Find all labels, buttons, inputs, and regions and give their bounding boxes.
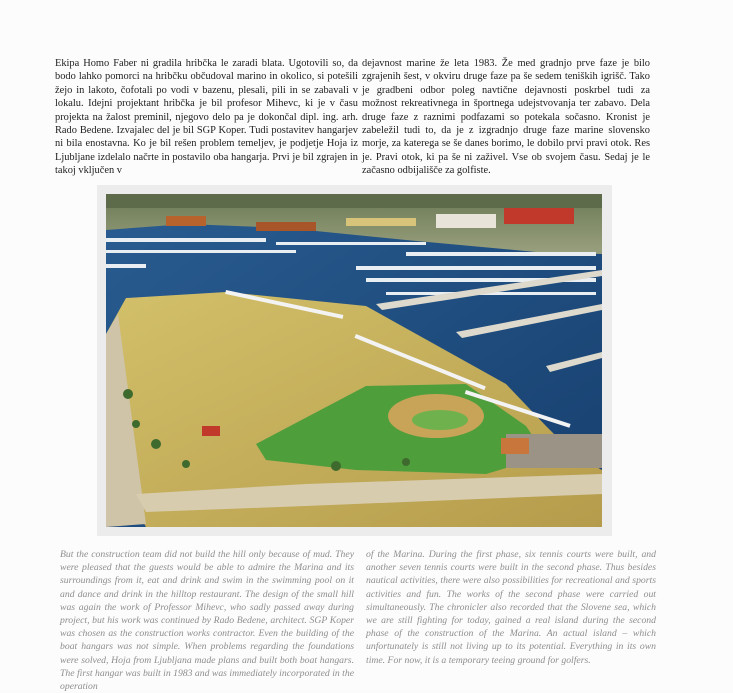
aerial-marina-illustration bbox=[106, 194, 602, 527]
slovene-text-left: Ekipa Homo Faber ni gradila hribčka le zaradi blata. Ugotovili so, da bodo lahko pomorci na hribčku občudoval marino in okolico, si potešili žejo in lakoto, čofotali po vodi v bazenu, plesali, pili in se zabavali v lokalu. Idejni projektant hribčka je bil profesor Mihevc, ki je v času projekta na žalost preminil, njegovo delo pa je dokončal dipl. ing. arh. Rado Bedene. Izvajalec del je bil SGP Koper. Tudi postavitev hangarjev ni bila enostavna. Ko je bil rešen problem temeljev, je podjetje Hoja iz Ljubljane izdelalo načrte in postavilo oba hangarja. Prvi je bil zgrajen in takoj vključen v bbox=[55, 58, 358, 177]
english-text-left: But the construction team did not build the hill only because of mud. They were pleased that the guests would be able to admire the Marina and its surroundings from it, eat and drink and swim in the swimming pool on it and dance and drink in the hilltop restaurant. The design of the small hill was again the work of Professor Mihevc, who sadly passed away during project, but his work was continued by Rado Bedene, architect. SGP Koper was chosen as the construction works contractor. Even the building of the boat hangars was not simple. When problems regarding the foundations were solved, Hoja from Ljubljana made plans and built both boat hangars. The first hangar was built in 1983 and was immediately incorporated in the operation bbox=[60, 549, 354, 693]
slovene-text-right: dejavnost marine že leta 1983. Že med gradnjo prve faze je bilo zgrajenih šest, v okviru druge faze pa še sedem teniških igrišč. Tako je gradbeni odbor poleg navtične dejavnosti poskrbel tudi za možnost rekreativnega in športnega udejstvovanja ter zabavo. Dela druge faze z raznimi podfazami so potekala sočasno. Kronist je zabeležil tudi to, da je z izgradnjo druge faze marine slovensko morje, za katerega se še danes borimo, le dobilo prvi pravi otok. Res je. Pravi otok, ki pa še ni zaživel. Vse ob svojem času. Sedaj je le začasno odbijališče za golfiste. bbox=[362, 58, 650, 177]
english-text-right: of the Marina. During the first phase, six tennis courts were built, and another seven tennis courts were built in the second phase. Thus besides nautical activities, there were also possibilities for recreational and sports activities and fun. The works of the second phase were carried out simultaneously. The chronicler also recorded that the Slovene sea, which we are still fighting for today, gained a real island during the second phase of the construction of the Marina. An actual island – which unfortunately is still not living up to its potential. Everything in its own time. For now, it is a temporary teeing ground for golfers. bbox=[366, 549, 656, 666]
aerial-marina-photo bbox=[106, 194, 602, 527]
